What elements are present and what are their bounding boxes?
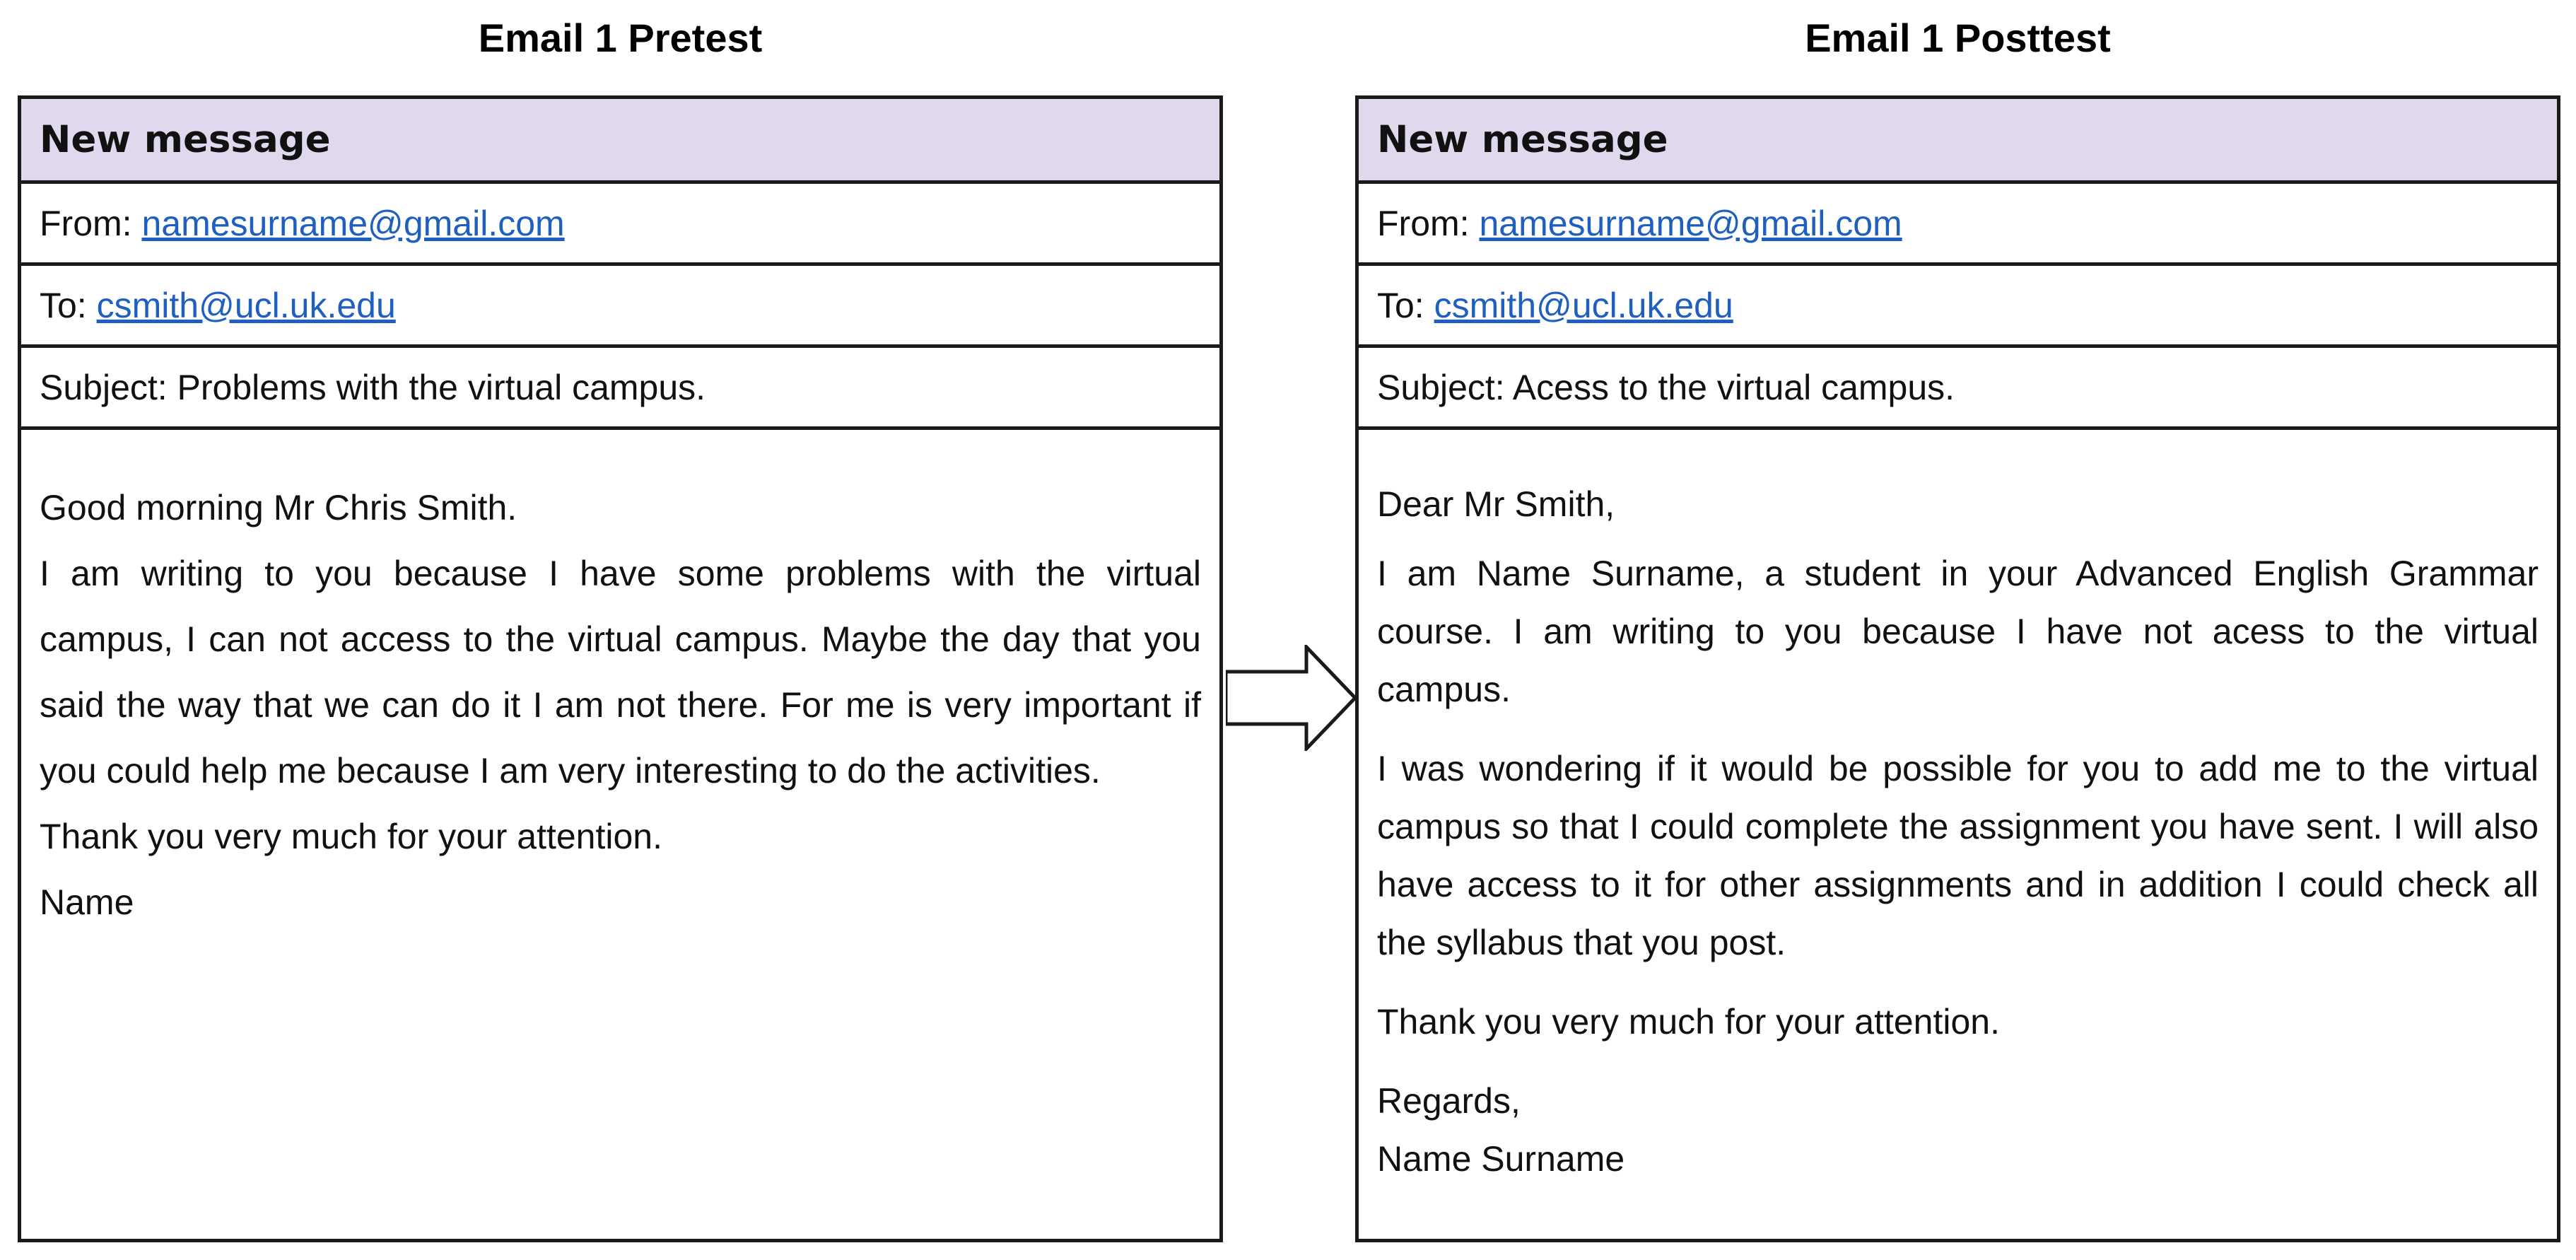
right-arrow-icon bbox=[1226, 645, 1357, 751]
posttest-from-email-link[interactable]: namesurname@gmail.com bbox=[1479, 203, 1902, 243]
posttest-email-window bbox=[1355, 95, 2560, 1242]
posttest-subject: Subject: Acess to the virtual campus. bbox=[1377, 367, 1955, 407]
posttest-to-label: To: bbox=[1377, 285, 1424, 325]
pretest-subject: Subject: Problems with the virtual campus. bbox=[40, 367, 706, 407]
posttest-signature: Name Surname bbox=[1377, 1139, 1625, 1179]
pretest-closing: Thank you very much for your attention. bbox=[40, 817, 662, 856]
pretest-to-row bbox=[21, 266, 1219, 348]
pretest-email-window bbox=[18, 95, 1223, 1242]
pretest-subject-row bbox=[21, 348, 1219, 430]
posttest-message-header: New message bbox=[1359, 99, 2557, 184]
posttest-title: Email 1 Posttest bbox=[1805, 16, 2111, 60]
pretest-from-label: From: bbox=[40, 203, 132, 243]
pretest-body-paragraph: I am writing to you because I have some problems with the virtual campus, I can not access to the virtual campus. Maybe the day that you said the way that we can do it I am not there. For me is very important if you could help me because I am very interesting to do the activities. bbox=[40, 554, 1201, 791]
pretest-to-label: To: bbox=[40, 285, 87, 325]
pretest-message-header: New message bbox=[21, 99, 1219, 184]
posttest-from-label: From: bbox=[1377, 203, 1470, 243]
pretest-greeting: Good morning Mr Chris Smith. bbox=[40, 488, 517, 527]
pretest-from-email-link[interactable]: namesurname@gmail.com bbox=[141, 203, 565, 243]
posttest-greeting: Dear Mr Smith, bbox=[1377, 484, 1615, 524]
pretest-title: Email 1 Pretest bbox=[478, 16, 763, 60]
posttest-subject-row bbox=[1359, 348, 2557, 430]
posttest-regards: Regards, bbox=[1377, 1081, 1521, 1121]
pretest-signature: Name bbox=[40, 882, 134, 922]
posttest-paragraph-request: I was wondering if it would be possible for you to add me to the virtual campus so that I could complete the assignment you have sent. I will also have access to it for other assignments and in addition I could check all the syllabus that you post. bbox=[1377, 749, 2539, 962]
posttest-closing: Thank you very much for your attention. bbox=[1377, 1002, 2000, 1042]
posttest-to-row bbox=[1359, 266, 2557, 348]
posttest-message-body bbox=[1359, 430, 2557, 1188]
pretest-message-body bbox=[21, 430, 1219, 935]
posttest-to-email-link[interactable]: csmith@ucl.uk.edu bbox=[1434, 285, 1733, 325]
posttest-paragraph-intro: I am Name Surname, a student in your Advanced English Grammar course. I am writing to you because I have not acess to the virtual campus. bbox=[1377, 554, 2539, 709]
pretest-to-email-link[interactable]: csmith@ucl.uk.edu bbox=[96, 285, 396, 325]
posttest-from-row bbox=[1359, 184, 2557, 266]
pretest-from-row bbox=[21, 184, 1219, 266]
